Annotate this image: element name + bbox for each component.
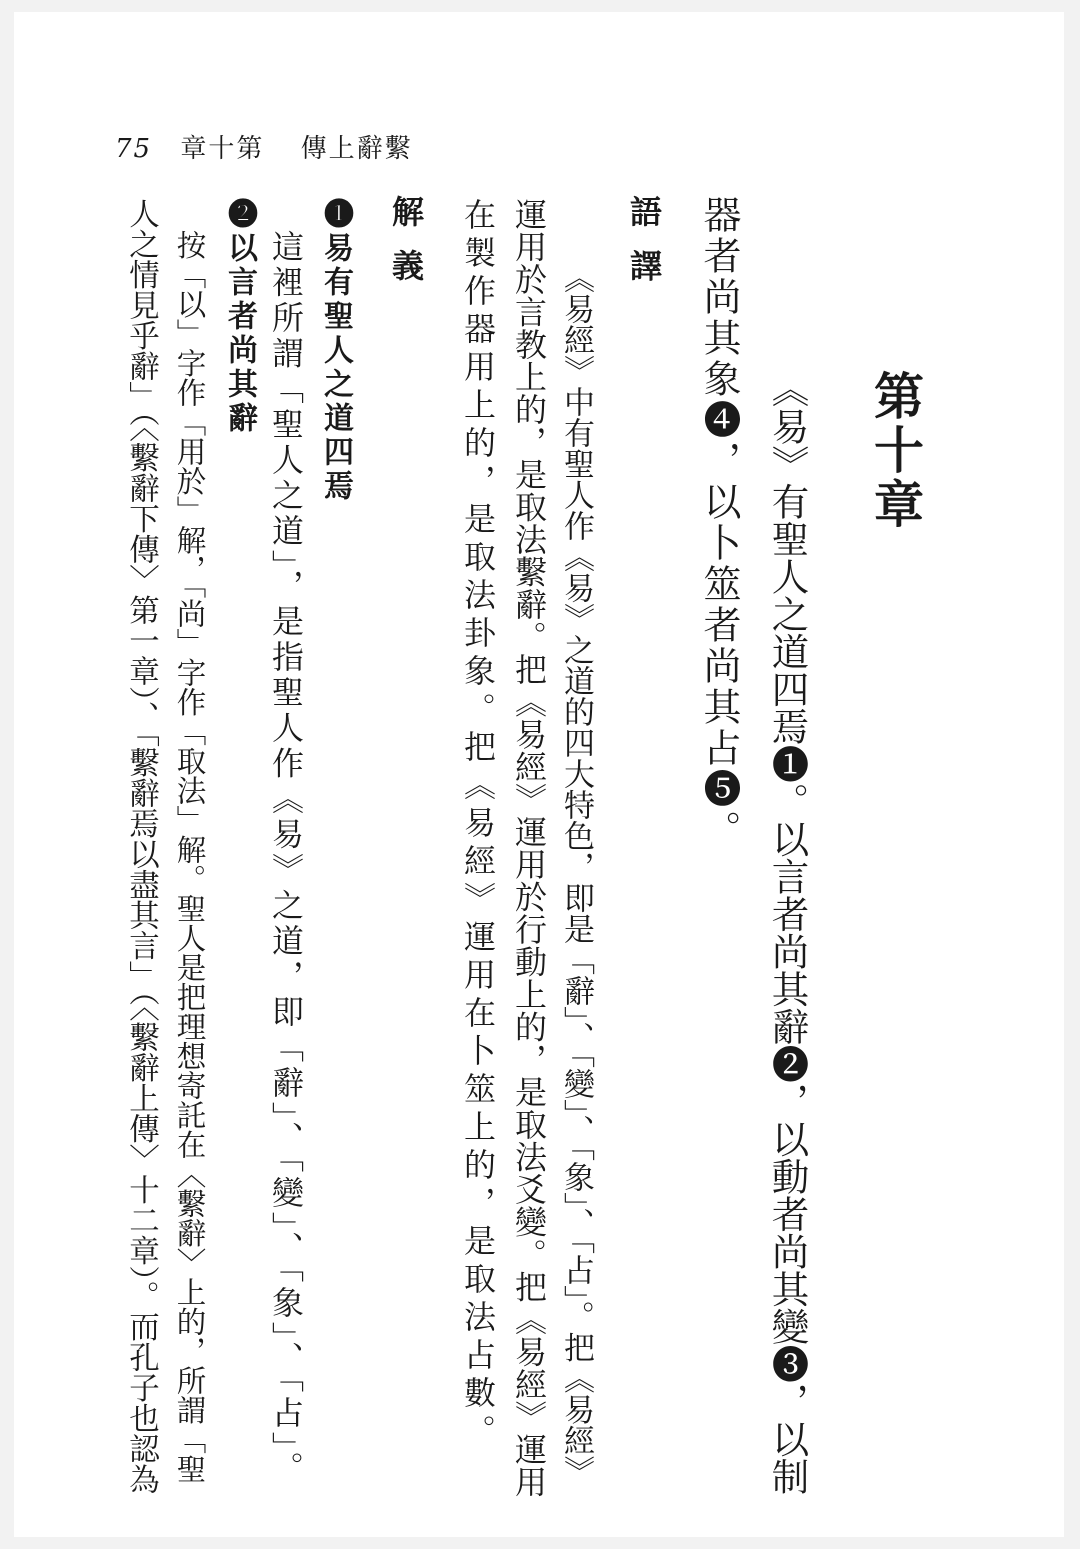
note-2-heading: ❷以言者尚其辭 (222, 198, 257, 436)
page-number: 75 (115, 134, 153, 164)
explanation-heading: 解義 (387, 195, 425, 303)
note-1-text: 這裡所謂「聖人之道」，是指聖人作《易》之道，即「辭」、「變」、「象」、「占」。 (267, 230, 305, 1487)
note-2-text-line-1: 按「以」字作「用於」解，「尚」字作「取法」解。聖人是把理想寄託在〈繫辭〉上的，所謂「聖 (172, 230, 207, 1484)
original-text-line-1: 《易》有聖人之道四焉❶。以言者尚其辭❷，以動者尚其變❸，以制 (765, 370, 810, 1495)
translation-line-1: 《易經》中有聖人作《易》之道的四大特色，即是「辭」、「變」、「象」、「占」。把《易經》 (558, 262, 594, 1487)
translation-line-2: 運用於言教上的，是取法繫辭。把《易經》運用於行動上的，是取法爻變。把《易經》運用 (510, 198, 548, 1498)
page-header (115, 128, 413, 165)
chapter-label: 章十第 (180, 134, 265, 164)
translation-line-3: 在製作器用上的，是取法卦象。把《易經》運用在卜筮上的，是取法占數。 (459, 198, 497, 1452)
chapter-title: 第十章 (866, 370, 925, 532)
note-2-text-line-2: 人之情見乎辭」（〈繫辭下傳〉第一章）、「繫辭焉以盡其言」（〈繫辭上傳〉十二章）。而孔子也認為 (123, 198, 159, 1495)
note-1-heading: ❶易有聖人之道四焉 (318, 198, 353, 504)
original-text-line-2: 器者尚其象❹，以卜筮者尚其占❺。 (697, 195, 741, 851)
translation-heading: 語譯 (625, 195, 663, 303)
book-label: 傳上辭繫 (300, 134, 413, 164)
